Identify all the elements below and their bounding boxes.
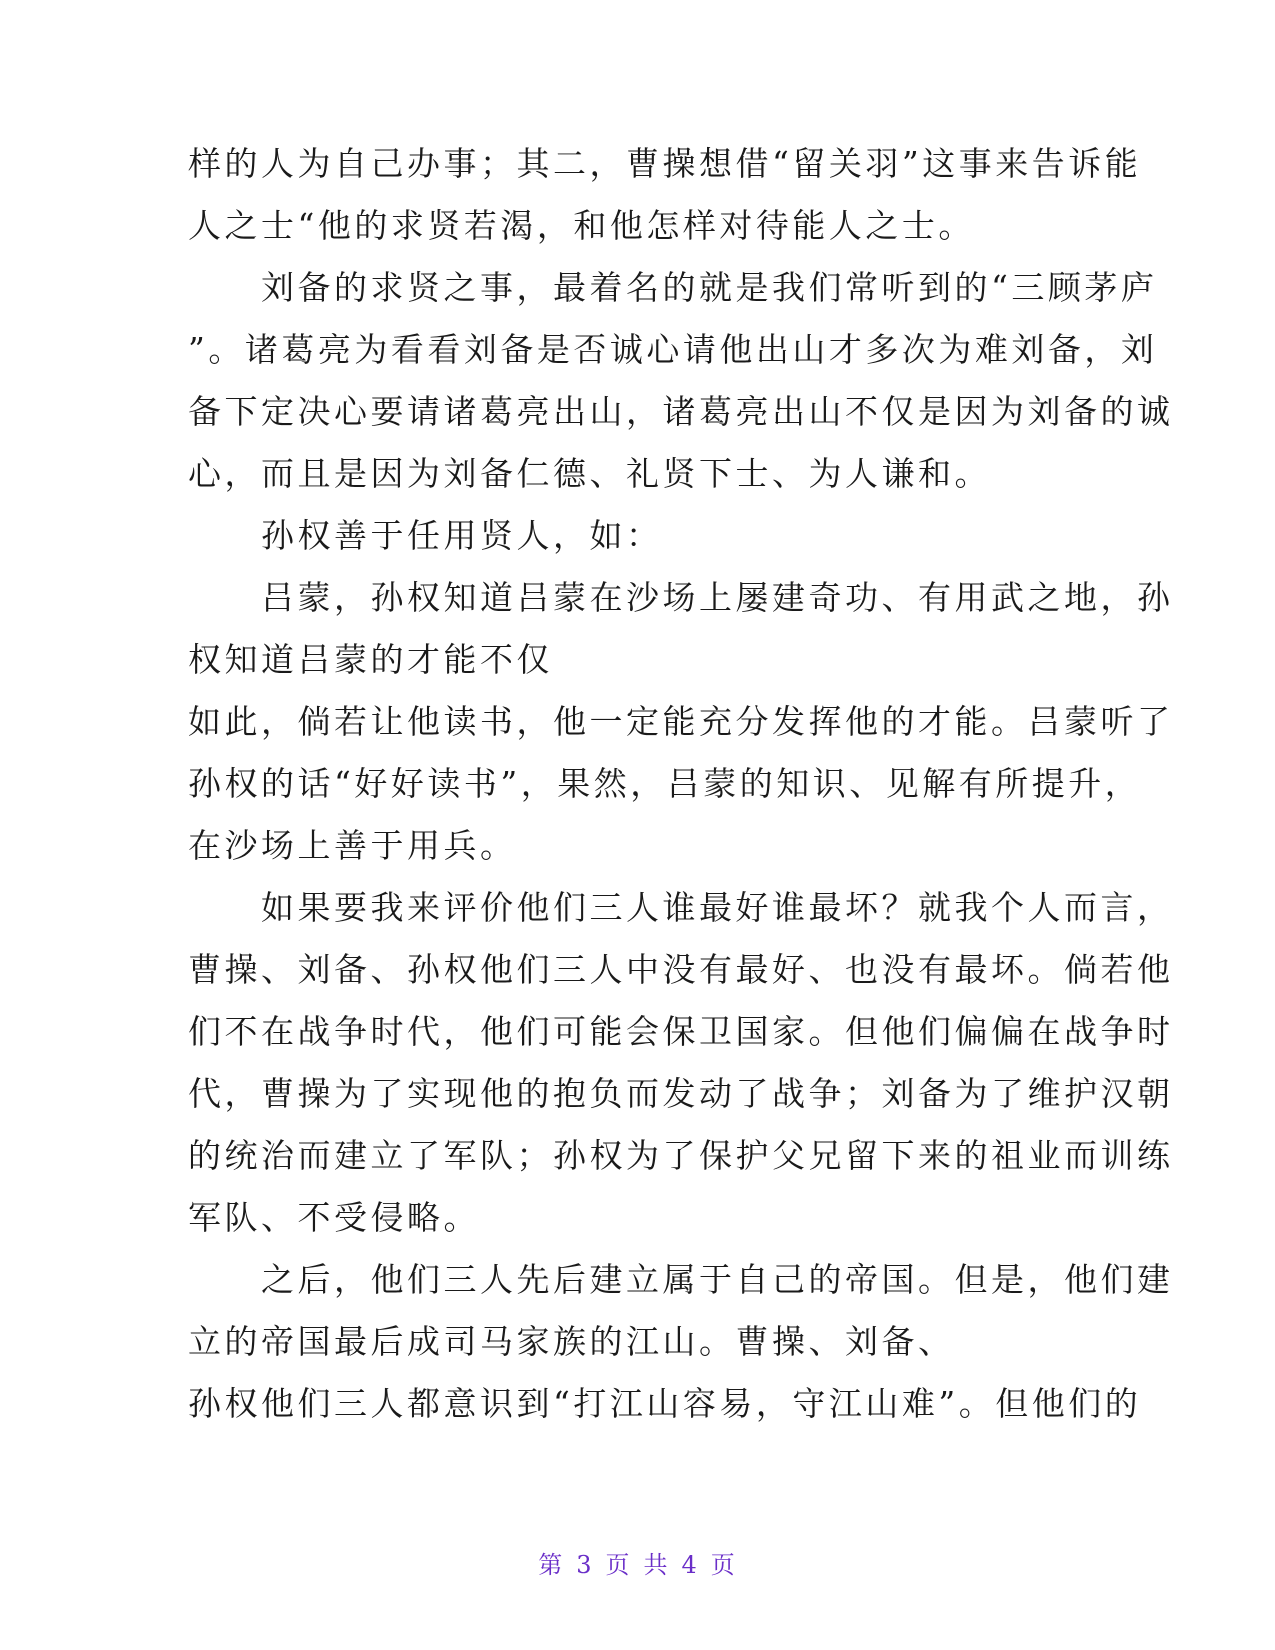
text-line: 孙权的话“好好读书”，果然，吕蒙的知识、见解有所提升，: [188, 764, 1142, 803]
text-line: 在沙场上善于用兵。: [188, 826, 517, 865]
text-line: 人之士“他的求贤若渴，和他怎样对待能人之士。: [188, 206, 975, 245]
text-line: 代，曹操为了实现他的抱负而发动了战争；刘备为了维护汉朝: [188, 1074, 1174, 1113]
text-line: 备下定决心要请诸葛亮出山，诸葛亮出山不仅是因为刘备的诚: [188, 392, 1174, 431]
text-line: 吕蒙，孙权知道吕蒙在沙场上屡建奇功、有用武之地，孙: [188, 578, 1174, 617]
text-line: 之后，他们三人先后建立属于自己的帝国。但是，他们建: [188, 1260, 1174, 1299]
total-unit: 页: [710, 1551, 737, 1579]
text-line: 的统治而建立了军队；孙权为了保护父兄留下来的祖业而训练: [188, 1136, 1174, 1175]
text-line: 如此，倘若让他读书，他一定能充分发挥他的才能。吕蒙听了: [188, 702, 1174, 741]
page-label: 第: [538, 1551, 565, 1579]
text-line: 样的人为自己办事；其二，曹操想借“留关羽”这事来告诉能: [188, 144, 1142, 183]
text-line: 如果要我来评价他们三人谁最好谁最坏？就我个人而言，: [188, 888, 1174, 927]
page-number: 3: [576, 1551, 594, 1579]
text-line: 军队、不受侵略。: [188, 1198, 480, 1237]
text-line: 们不在战争时代，他们可能会保卫国家。但他们偏偏在战争时: [188, 1012, 1174, 1051]
text-line: 刘备的求贤之事，最着名的就是我们常听到的“三顾茅庐: [188, 268, 1158, 307]
text-line: 孙权他们三人都意识到“打江山容易，守江山难”。但他们的: [188, 1384, 1142, 1423]
total-label: 共: [643, 1551, 670, 1579]
text-line: 权知道吕蒙的才能不仅: [188, 640, 553, 679]
page-footer: [0, 1545, 1275, 1580]
text-line: 曹操、刘备、孙权他们三人中没有最好、也没有最坏。倘若他: [188, 950, 1174, 989]
text-line: ”。诸葛亮为看看刘备是否诚心请他出山才多次为难刘备，刘: [188, 330, 1158, 369]
text-line: 孙权善于任用贤人，如：: [188, 516, 663, 555]
total-pages: 4: [681, 1551, 699, 1579]
text-line: 心，而且是因为刘备仁德、礼贤下士、为人谦和。: [188, 454, 991, 493]
page-unit: 页: [605, 1551, 632, 1579]
text-line: 立的帝国最后成司马家族的江山。曹操、刘备、: [188, 1322, 955, 1361]
